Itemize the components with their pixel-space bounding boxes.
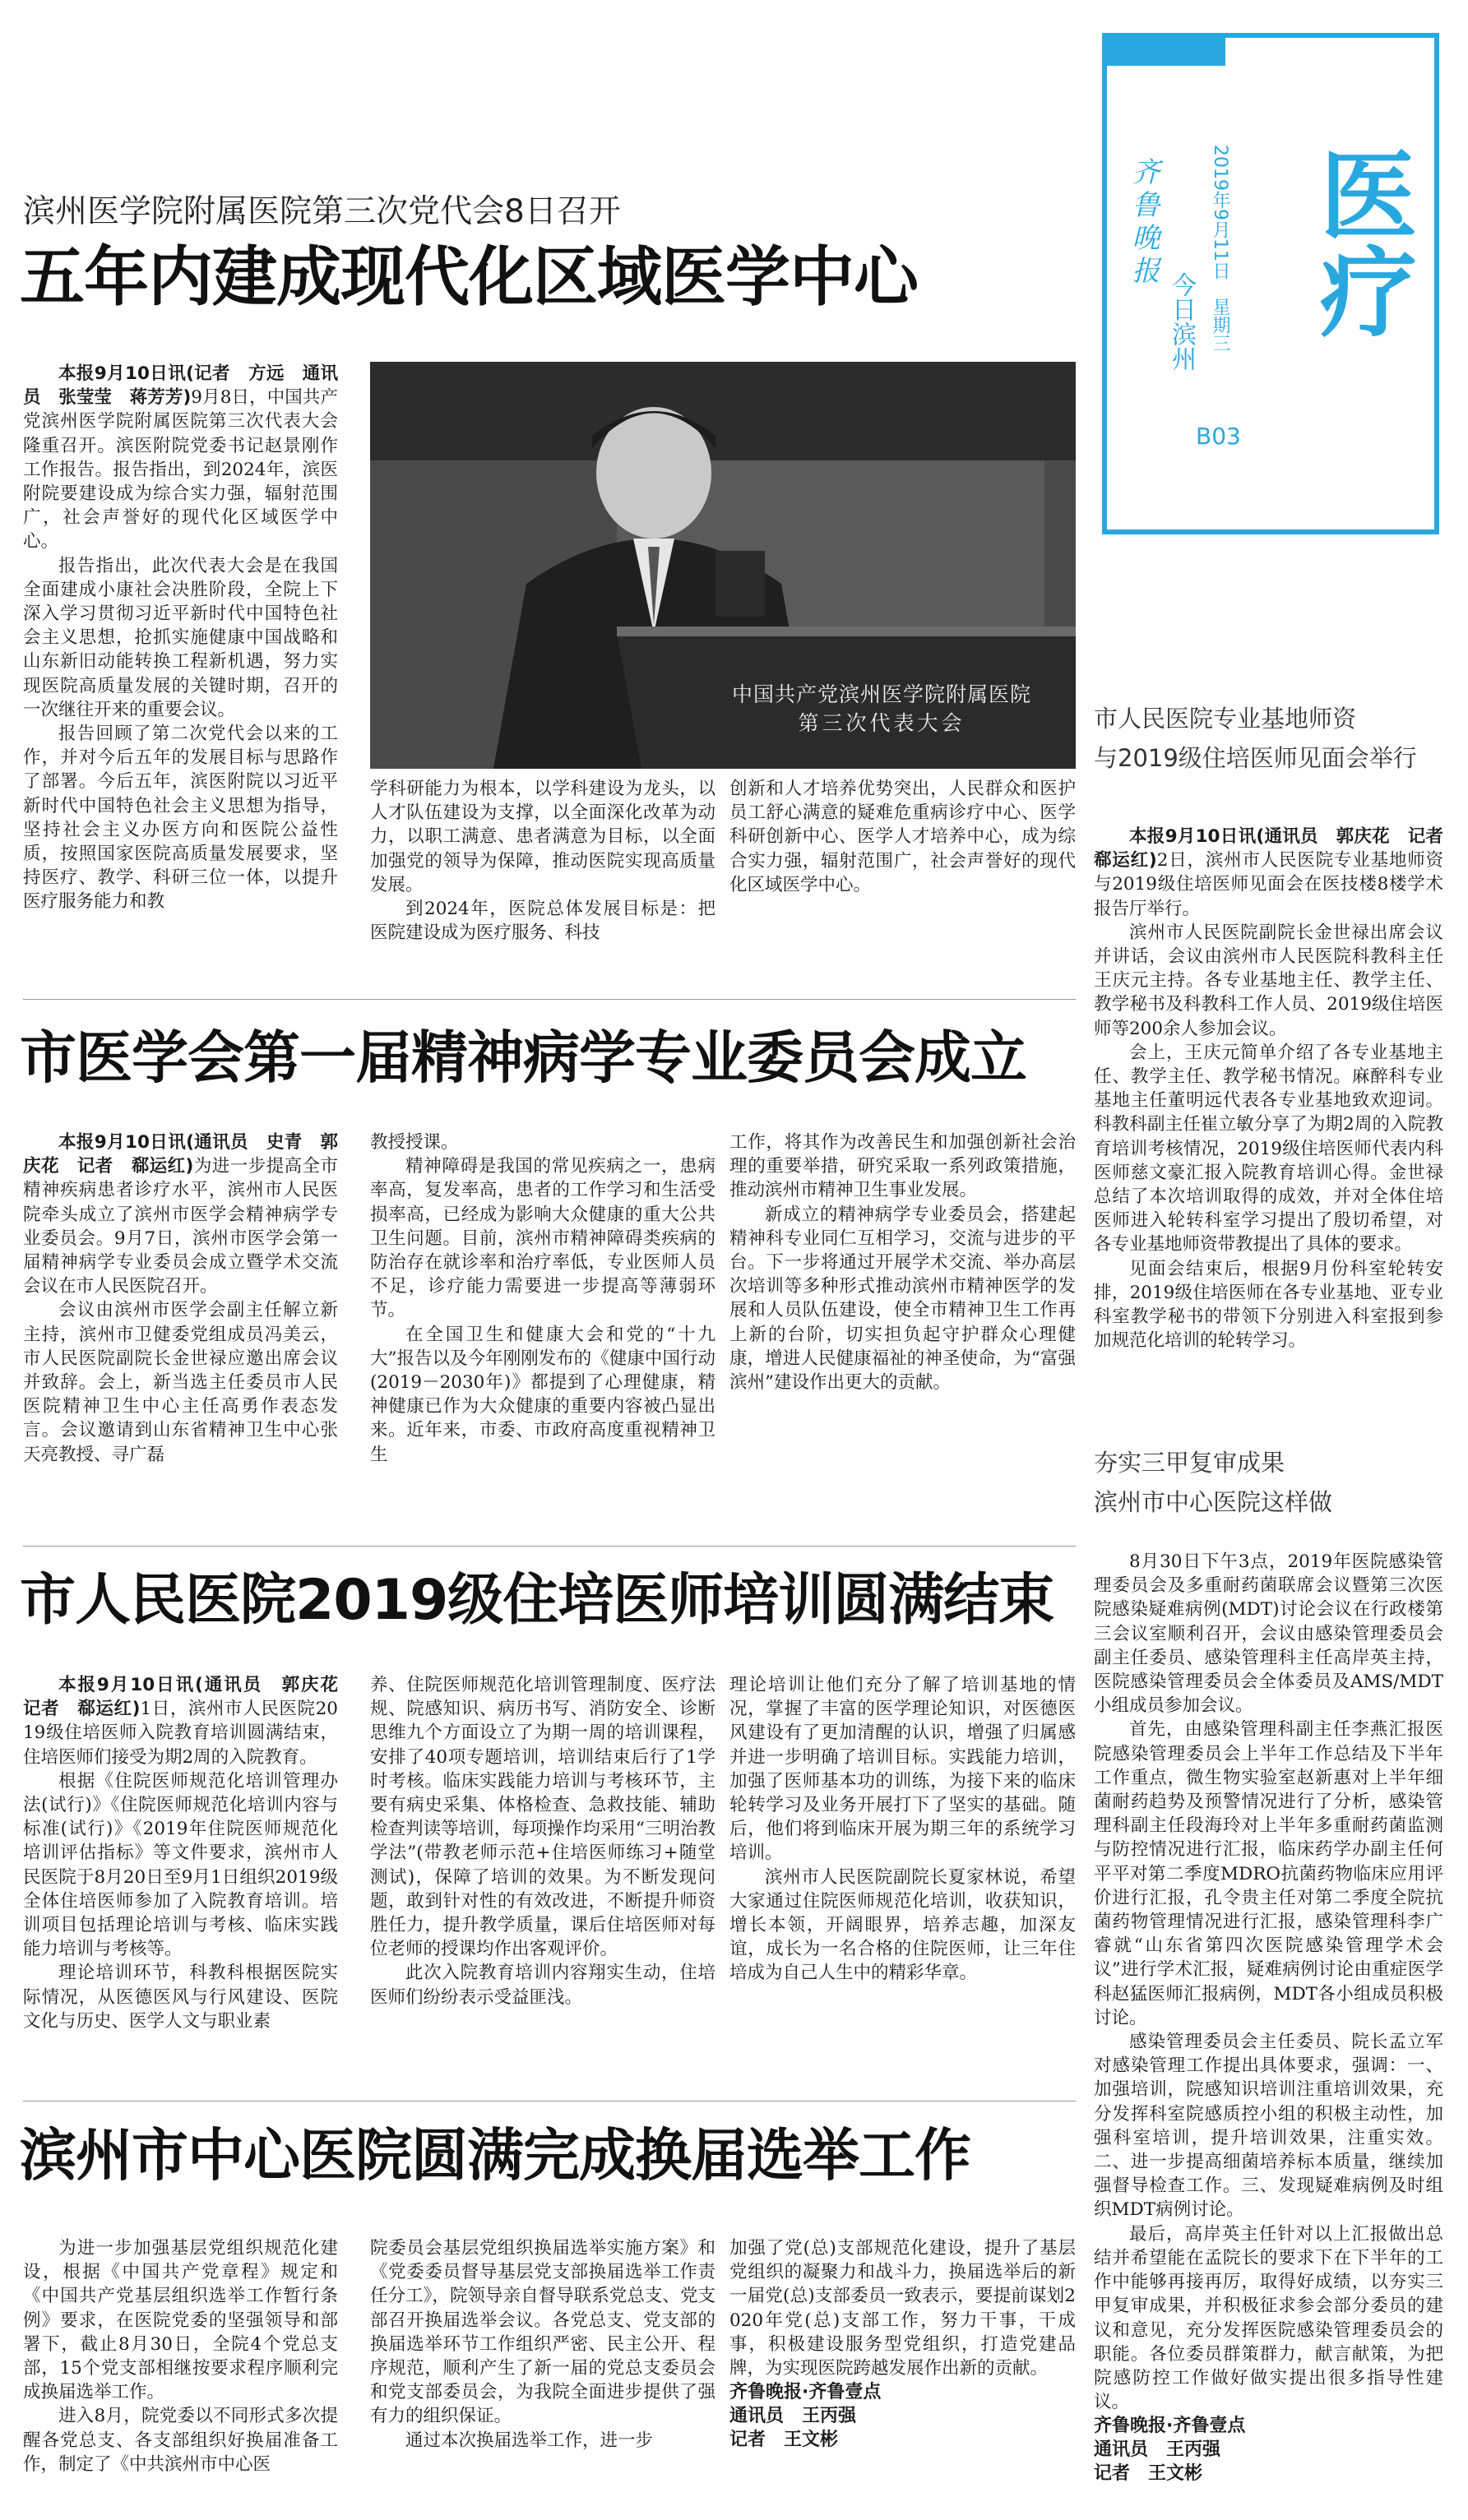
a2-col1	[23, 1131, 338, 1467]
masthead-section-title: 医疗	[1304, 145, 1417, 339]
a4-headline: 滨州市中心医院圆满完成换届选举工作	[20, 2123, 970, 2189]
a4-sign-source: 齐鲁晚报·齐鲁壹点	[729, 2382, 882, 2403]
divider	[23, 1546, 1076, 1547]
s1-title	[1094, 699, 1443, 778]
a3-c1-p3: 理论培训环节，科教科根据医院实际情况，从医德医风与行风建设、医院文化与历史、医学人文与职业素	[23, 1963, 338, 2032]
a4-c2-p0: 院委员会基层党组织换届选举实施方案》和《党委委员督导基层党支部换届选举工作责任分工》，院领导亲自督导联系党总支、党支部召开换届选举会议。各党总支、党支部的换届选举环节工作组织严密、民主公开、程序规范，顺利产生了新一届的党总支委员会和党支部委员会，为我院全面进步提供了强有力的组织保证。	[370, 2238, 715, 2427]
a2-col3	[729, 1131, 1076, 1394]
a2-byline: 本报9月10日讯(通讯员 史青 郭庆花 记者 郗运红)	[23, 1132, 338, 1177]
masthead-page-number: B03	[1196, 423, 1241, 450]
a4-c1-p2: 进入8月，院党委以不同形式多次提醒各党总支、各支部组织好换届准备工作，制定了《中共滨州市中心医	[23, 2406, 338, 2475]
s2-title-line1: 夯实三甲复审成果	[1094, 1449, 1285, 1477]
a2-c2-p1: 精神障碍是我国的常见疾病之一，患病率高，复发率高，患者的工作学习和生活受损率高，已经成为影响大众健康的重大公共卫生问题。目前，滨州市精神障碍类疾病的防治存在就诊率和治疗率低，专业医师人员不足，诊疗能力需要进一步提高等薄弱环节。	[370, 1156, 715, 1321]
a3-c1-p1	[23, 1673, 356, 1769]
s2-p2: 首先，由感染管理科副主任李燕汇报医院感染管理委员会上半年工作总结及下半年工作重点，微生物实验室赵新惠对上半年细菌耐药趋势及预警情况进行了分析，感染管理科副主任段海玲对上半年多重耐药菌监测与防控情况进行汇报，临床药学办副主任何平平对第二季度MDRO抗菌药物临床应用评价进行汇报，孔令贵主任对第二季度全院抗菌药物管理情况进行汇报，感染管理科李广睿就“山东省第四次医院感染管理学术会议”进行学术汇报，疑难病例讨论由重症医学科赵猛医师汇报病例，MDT各小组成员积极讨论。	[1094, 1719, 1443, 2028]
a1-kicker: 滨州医学院附属医院第三次党代会8日召开	[23, 193, 621, 230]
a3-col1	[23, 1673, 356, 2033]
s1-p4: 见面会结束后，根据9月份科室轮转安排，2019级住培医师在各专业基地、亚专业科室教学秘书的带领下分别进入科室报到参加规范化培训的轮转学习。	[1094, 1258, 1443, 1352]
a4-c1-p1: 为进一步加强基层党组织规范化建设，根据《中国共产党章程》规定和《中国共产党基层组织选举工作暂行条例》要求，在医院党委的坚强领导和部署下，截止8月30日，全院4个党总支部，15个党支部相继按要求程序顺利完成换届选举工作。	[23, 2238, 338, 2403]
s2-sign-reporter: 记者 王文彬	[1094, 2463, 1203, 2485]
s2-p4: 最后，高岸英主任针对以上汇报做出总结并希望能在孟院长的要求下在下半年的工作中能够再接再厉，取得好成绩，以夯实三甲复审成果，并积极征求参会部分委员的建议和意见，充分发挥医院感染管理委员会的职能。各位委员群策群力，献言献策，为把院感防控工作做好做实提出很多指导性建议。	[1094, 2223, 1443, 2413]
masthead-date-text: 2019年9月11日	[1210, 145, 1230, 280]
masthead-paper-name: 齐鲁晚报	[1127, 157, 1160, 289]
a3-c2-p0: 养、住院医师规范化培训管理制度、医疗法规、院感知识、病历书写、消防安全、诊断思维九个方面设立了为期一周的培训课程，安排了40项专题培训，培训结束后行了1学时考核。临床实践能力培训与考核环节，主要有病史采集、体格检查、急救技能、辅助检查判读等培训，每项操作均采用“三明治教学法”(带教老师示范+住培医师练习+随堂测试)，保障了培训的效果。为不断发现问题，敢到针对性的有效改进，不断提升师资胜任力，提升教学质量，课后住培医师对每位老师的授课均作出客观评价。	[370, 1675, 715, 1960]
a3-c1-p2: 根据《住院医师规范化培训管理办法(试行)》《住院医师规范化培训内容与标准(试行)》《2019年住院医师规范化培训评估指标》等文件要求，滨州市人民医院于8月20日至9月1日组织2019级全体住培医师参加了入院教育培训。培训项目包括理论培训与考核、临床实践能力培训与考核等。	[23, 1770, 338, 1960]
a2-c3-p1: 新成立的精神病学专业委员会，搭建起精神科专业同仁互相学习，交流与进步的平台。下一步将通过开展学术交流、举办高层次培训等多种形式推动滨州市精神医学的发展和人员队伍建设，使全市精神卫生工作再上新的台阶，切实担负起守护群众心理健康，增进人民健康福祉的神圣使命，为“富强滨州”建设作出更大的贡献。	[729, 1204, 1076, 1394]
a1-headline: 五年内建成现代化区域医学中心	[20, 239, 918, 315]
s2-p3: 感染管理委员会主任委员、院长孟立军对感染管理工作提出具体要求，强调：一、加强培训，院感知识培训注重培训效果，充分发挥科室院感质控小组的积极主动性，加强科室培训，提升培训效果，注重实效。二、进一步提高细菌培养标本质量，继续加强督导检查工作。三、发现疑难病例及时组织MDT病例讨论。	[1094, 2032, 1443, 2221]
masthead-weekday: 星期三	[1210, 297, 1230, 352]
a1-photo-banner-2: 第三次代表大会	[798, 711, 966, 735]
masthead	[1102, 33, 1439, 534]
a4-c2-p1: 通过本次换届选举工作，进一步	[405, 2430, 654, 2451]
a2-c1-p2: 会议由滨州市医学会副主任解立新主持，滨州市卫健委党组成员冯美云，市人民医院副院长金世禄应邀出席会议并致辞。会上，新当选主任委员市人民医院精神卫生中心主任高勇作表态发言。会议邀请到山东省精神卫生中心张天亮教授、寻广磊	[23, 1300, 338, 1465]
s1-title-line1: 市人民医院专业基地师资	[1094, 705, 1357, 733]
a4-col3	[729, 2236, 1076, 2452]
a1-col2-p2: 到2024年，医院总体发展目标是：把医院建设成为医疗服务、科技	[370, 899, 715, 944]
masthead-edition: 今日滨州	[1167, 272, 1196, 371]
s2-sign-correspondent: 通讯员 王丙强	[1094, 2439, 1221, 2461]
a1-p1-text: 9月8日，中国共产党滨州医学院附属医院第三次代表大会隆重召开。滨医附院党委书记赵景刚作工作报告。报告指出，到2024年，滨医附院要建设成为综合实力强，辐射范围广，社会声誉好的现代化区域医学中心。	[23, 387, 339, 553]
s1-p3: 会上，王庆元简单介绍了各专业基地主任、教学主任、教学秘书情况。麻醉科专业基地主任董明远代表各专业基地致欢迎词。科教科副主任崔立敏分享了为期2周的入院教育培训考核情况，2019级住培医师代表内科医师慈文豪汇报入院教育培训心得。金世禄总结了本次培训取得的成效，并对全体住培医师进入轮转科室学习提出了殷切希望，对各专业基地师资带教提出了具体的要求。	[1094, 1042, 1443, 1255]
a3-c3-p0: 理论培训让他们充分了解了培训基地的情况，掌握了丰富的医学理论知识，对医德医风建设有了更加清醒的认识，增强了归属感并进一步明确了培训目标。实践能力培训，加强了医师基本功的训练，为接下来的临床轮转学习及业务开展打下了坚实的基础。随后，他们将到临床开展为期三年的系统学习培训。	[729, 1675, 1076, 1864]
a3-byline: 本报9月10日讯(通讯员 郭庆花 记者 郗运红)	[23, 1675, 356, 1720]
a1-photo-banner-1: 中国共产党滨州医学院附属医院	[731, 682, 1031, 706]
s2-title-line2: 滨州市中心医院这样做	[1094, 1488, 1333, 1516]
a2-c3-p0: 工作，将其作为改善民生和加强创新社会治理的重要举措，研究采取一系列政策措施，推动滨州市精神卫生事业发展。	[729, 1132, 1076, 1201]
s1-p2: 滨州市人民医院副院长金世禄出席会议并讲话，会议由滨州市人民医院科教科主任王庆元主持。各专业基地主任、教学主任、教学秘书及科教科工作人员、2019级住培医师等200余人参加会议。	[1094, 922, 1443, 1039]
masthead-date	[1207, 145, 1233, 352]
a1-col2	[370, 777, 715, 945]
s2-title	[1094, 1443, 1443, 1522]
a1-byline: 本报9月10日讯(记者 方远 通讯员 张莹莹 蒋芳芳)	[23, 363, 338, 409]
a1-photo	[370, 362, 1076, 769]
a4-sign-reporter: 记者 王文彬	[729, 2430, 839, 2451]
a2-c1-p1	[23, 1131, 338, 1298]
s1-byline: 本报9月10日讯(通讯员 郭庆花 记者 郗运红)	[1094, 826, 1461, 872]
a3-col3	[729, 1673, 1076, 1986]
a2-c2-p0: 教授授课。	[370, 1132, 459, 1153]
a3-c3-p1: 滨州市人民医院副院长夏家林说，希望大家通过住院医师规范化培训，收获知识，增长本领，开阔眼界，培养志趣，加深友谊，成长为一名合格的住院医师，让三年住培成为自己人生中的精彩华章。	[729, 1866, 1076, 1984]
a3-headline: 市人民医院2019级住培医师培训圆满结束	[20, 1568, 1054, 1633]
s1-p1-text: 2日，滨州市人民医院专业基地师资与2019级住培医师见面会在医技楼8楼学术报告厅举行。	[1094, 850, 1444, 919]
s2-sign-source: 齐鲁晚报·齐鲁壹点	[1094, 2416, 1246, 2437]
a1-col3-p1: 创新和人才培养优势突出，人民群众和医护员工舒心满意的疑难危重病诊疗中心、医学科研创新中心、医学人才培养中心，成为综合实力强，辐射范围广，社会声誉好的现代化区域医学中心。	[729, 779, 1076, 895]
a2-c2-p2: 在全国卫生和健康大会和党的“十九大”报告以及今年刚刚发布的《健康中国行动(2019－2030年)》都提到了心理健康，精神健康已作为大众健康的重要内容被凸显出来。近年来，市委、市政府高度重视精神卫生	[370, 1324, 715, 1465]
a3-col2	[370, 1673, 715, 2009]
s2-body	[1094, 1550, 1443, 2485]
a1-p1	[23, 362, 338, 554]
a2-headline: 市医学会第一届精神病学专业委员会成立	[20, 1025, 1026, 1091]
a2-col2	[370, 1131, 715, 1467]
a4-sign-correspondent: 通讯员 王丙强	[729, 2406, 857, 2427]
a3-c1-p1-text: 1日，滨州市人民医院2019级住培医师入院教育培训圆满结束，住培医师们接受为期2周的入院教育。	[23, 1699, 338, 1768]
a1-col3	[729, 777, 1076, 897]
masthead-accent	[1102, 33, 1225, 66]
a2-c1-p1-text: 为进一步提高全市精神疾病患者诊疗水平，滨州市人民医院牵头成立了滨州市医学会精神病学专业委员会。9月7日，滨州市医学会第一届精神病学专业委员会成立暨学术交流会议在市人民医院召开。	[23, 1156, 338, 1297]
s1-body	[1094, 825, 1461, 1352]
s1-p1	[1094, 825, 1461, 921]
a1-col2-p1: 学科研能力为根本，以学科建设为龙头，以人才队伍建设为支撑，以全面深化改革为动力，以职工满意、患者满意为目标，以全面加强党的领导为保障，推动医院实现高质量发展。	[370, 779, 715, 895]
a4-col1	[23, 2236, 338, 2476]
s2-p1: 8月30日下午3点，2019年医院感染管理委员会及多重耐药菌联席会议暨第三次医院感染疑难病例(MDT)讨论会议在行政楼第三会议室顺利召开，会议由感染管理委员会副主任委员、感染管理科主任高岸英主持，医院感染管理委员会全体委员及AMS/MDT小组成员参加会议。	[1094, 1551, 1443, 1717]
a1-p3: 报告回顾了第二次党代会以来的工作，并对今后五年的发展目标与思路作了部署。今后五年，滨医附院以习近平新时代中国特色社会主义思想为指导，坚持社会主义办医方向和医院公益性质，按照国家医院高质量发展要求，坚持医疗、教学、科研三位一体，以提升医疗服务能力和教	[23, 724, 338, 913]
a1-col1	[23, 362, 338, 914]
a1-p2: 报告指出，此次代表大会是在我国全面建成小康社会决胜阶段，全院上下深入学习贯彻习近平新时代中国特色社会主义思想，抢抓实施健康中国战略和山东新旧动能转换工程新机遇，努力实现医院高质量发展的关键时期，召开的一次继往开来的重要会议。	[23, 555, 338, 720]
a4-c3-p0: 加强了党(总)支部规范化建设，提升了基层党组织的凝聚力和战斗力，换届选举后的新一届党(总)支部委员一致表示，要提前谋划2020年党(总)支部工作，努力干事，干成事，积极建设服务型党组织，打造党建品牌，为实现医院跨越发展作出新的贡献。	[729, 2238, 1076, 2379]
divider	[23, 999, 1076, 1000]
a3-c2-p1: 此次入院教育培训内容翔实生动，住培医师们纷纷表示受益匪浅。	[370, 1963, 715, 2008]
a4-col2	[370, 2236, 715, 2453]
s1-title-line2: 与2019级住培医师见面会举行	[1094, 744, 1417, 772]
divider	[23, 2101, 1076, 2102]
